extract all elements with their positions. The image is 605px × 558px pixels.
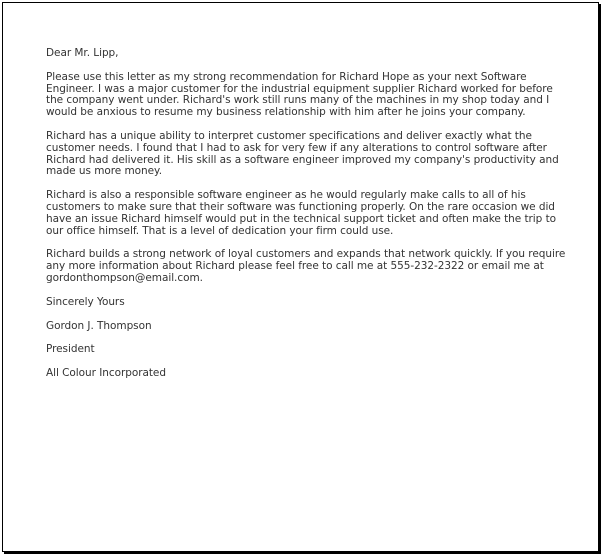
closing: Sincerely Yours [46,295,125,308]
letter-paragraph: Richard has a unique ability to interpret customer specifications and deliver exactly what the customer needs. I found that I had to ask for very few if any alterations to control software after Richard had delivered it. His skill as a software engineer improved my company's productivity and made us more money. [46,129,559,178]
signer-company: All Colour Incorporated [46,367,166,380]
letter-page [2,2,599,552]
signer-title: President [46,343,95,356]
salutation: Dear Mr. Lipp, [46,47,119,59]
letter-paragraph: Richard is also a responsible software engineer as he would regularly make calls to all of his customers to make sure that their software was functioning properly. On the rare occasion we did have an issue Richard himself would put in the technical support ticket and often make the trip to our office himself. That is a level of dedication your firm could use. [46,189,557,237]
signer-name: Gordon J. Thompson [46,319,152,332]
letter-paragraph: Please use this letter as my strong recommendation for Richard Hope as your next Software Engineer. I was a major customer for the industrial equipment supplier Richard worked for before the company went under. Richard's work still runs many of the machines in my shop today and I would be anxious to resume my business relationship with him after he joins your company. [46,70,553,119]
letter-body [46,48,568,392]
letter-paragraph: Richard builds a strong network of loyal customers and expands that network quickly. If you require any more information about Richard please feel free to call me at 555-232-2322 or email me at gordonthompson@email.com. [46,248,566,284]
